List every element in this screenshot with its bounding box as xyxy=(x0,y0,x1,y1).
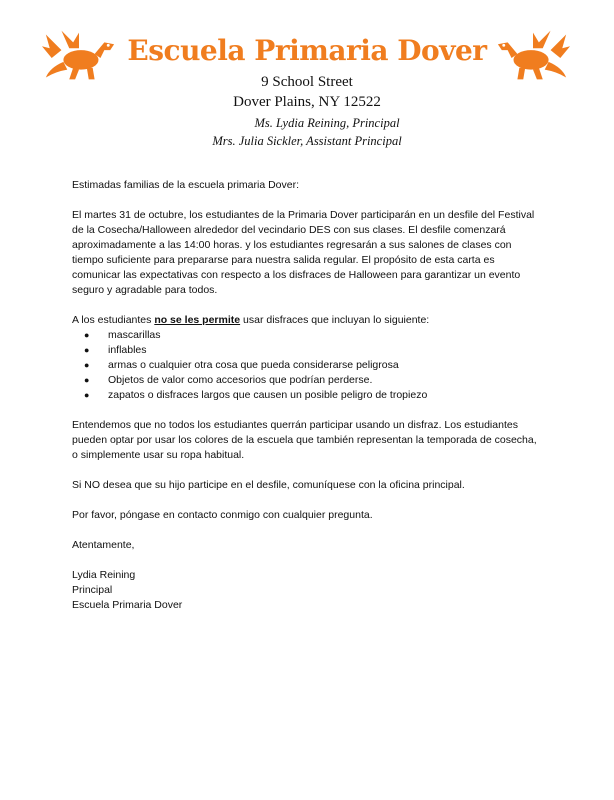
costume-alternative-paragraph: Entendemos que no todos los estudiantes querrán participar usando un disfraz. Los estudiantes pueden optar por usar los colores de la escuela que también representan la temporada de cosecha, o simplemente usar su ropa habitual. xyxy=(72,419,537,461)
contact-paragraph: Por favor, póngase en contacto conmigo con cualquier pregunta. xyxy=(72,509,373,521)
signature-name: Lydia Reining xyxy=(72,569,136,581)
signature-block xyxy=(72,568,542,613)
rules-intro-before: A los estudiantes xyxy=(72,314,155,326)
city-address: Dover Plains, NY 12522 xyxy=(233,94,381,110)
signature-school: Escuela Primaria Dover xyxy=(72,599,183,611)
greeting: Estimadas familias de la escuela primaria Dover: xyxy=(72,179,300,191)
intro-paragraph: El martes 31 de octubre, los estudiantes de la Primaria Dover participarán en un desfile del Festival de la Cosecha/Halloween alrededor del vecindario DES con sus clases. El desfile comenzará aproximadamente a las 14:00 horas. y los estudiantes regresarán a sus salones de clases con tiempo suficiente para prepararse para nuestra salida regular. El propósito de esta carta es comunicar las expectativas con respecto a los disfraces de Halloween para garantizar un evento seguro y agradable para todos. xyxy=(72,209,535,296)
signature-title: Principal xyxy=(72,584,113,596)
assistant-principal-name: Mrs. Julia Sickler, Assistant Principal xyxy=(212,134,402,148)
principal-name: Ms. Lydia Reining, Principal xyxy=(254,116,400,130)
rules-intro-after: usar disfraces que incluyan lo siguiente: xyxy=(240,314,430,326)
list-item: ● Objetos de valor como accesorios que podrían perderse. xyxy=(72,373,542,388)
opt-out-paragraph: Si NO desea que su hijo participe en el desfile, comuníquese con la oficina principal. xyxy=(72,479,465,491)
street-address: 9 School Street xyxy=(261,74,353,90)
list-item: ● armas o cualquier otra cosa que pueda considerarse peligrosa xyxy=(72,358,542,373)
closing: Atentamente, xyxy=(72,539,135,551)
rules-intro xyxy=(72,313,542,328)
list-item: ● mascarillas xyxy=(72,328,542,343)
letter-body xyxy=(72,178,542,613)
school-title: Escuela Primaria Dover xyxy=(127,34,487,67)
costume-rules-list xyxy=(72,328,542,403)
list-item: ● inflables xyxy=(72,343,542,358)
list-item: ● zapatos o disfraces largos que causen un posible peligro de tropiezo xyxy=(72,388,542,403)
rules-intro-emphasis: no se les permite xyxy=(154,314,241,326)
